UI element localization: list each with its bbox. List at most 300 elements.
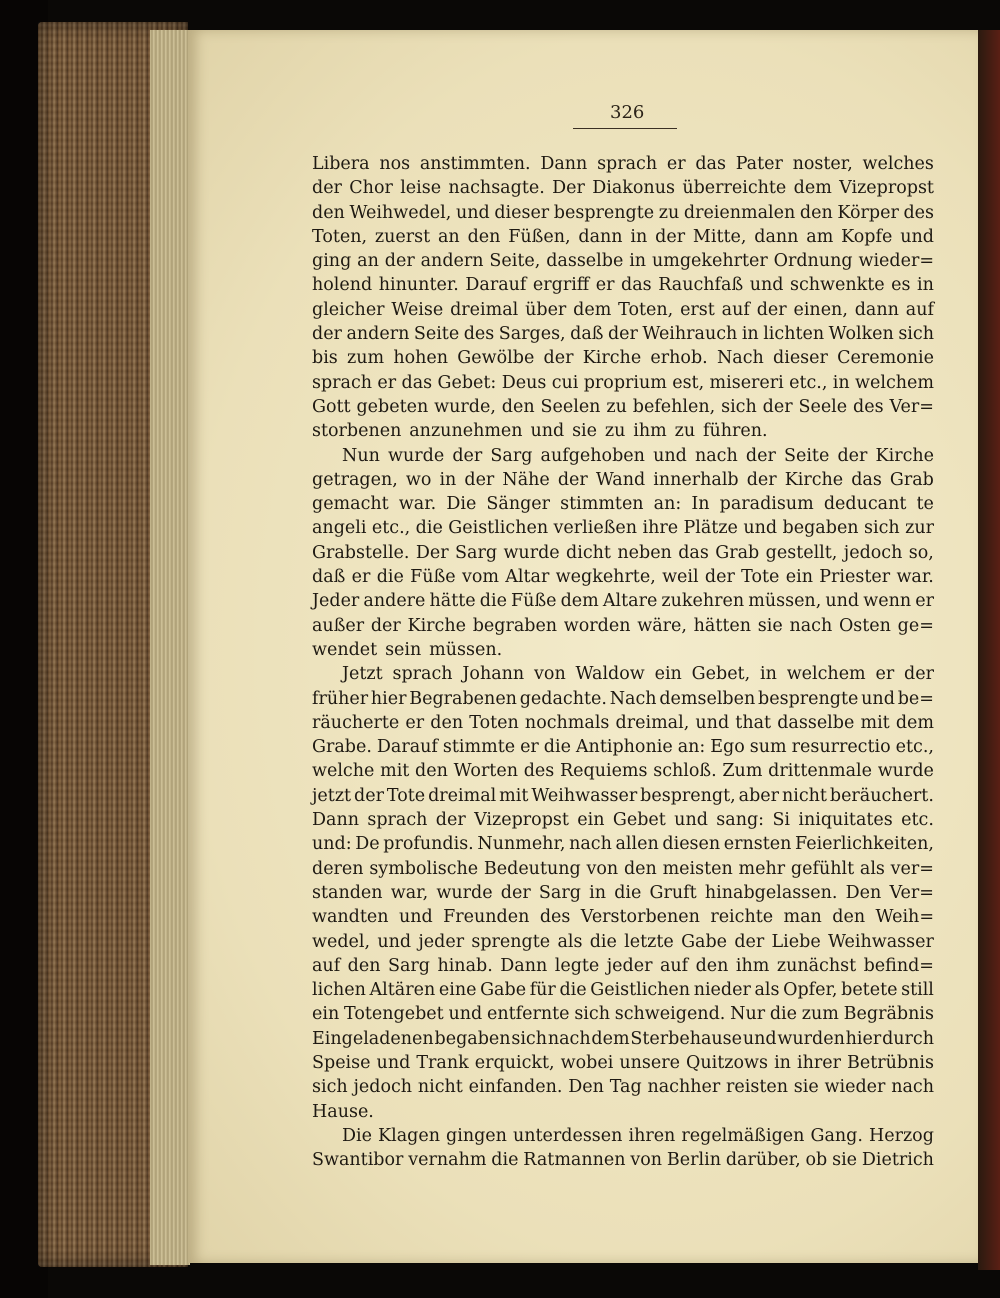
word: ging (312, 251, 352, 272)
word: schwenkte (789, 275, 885, 296)
word: dasselbe (777, 712, 855, 733)
word: die (559, 980, 587, 1001)
word: Gott (312, 396, 351, 417)
word: jetzt (312, 785, 352, 806)
word: sie (793, 1077, 819, 1098)
word: außer (312, 615, 365, 636)
word: mit (499, 785, 529, 806)
word: Ego (710, 737, 745, 758)
text-line (312, 735, 934, 759)
word: Chor (349, 178, 393, 199)
word: überreichte (682, 178, 787, 199)
word: es (891, 275, 911, 296)
text-line (312, 687, 934, 711)
word: zuerst (374, 226, 431, 247)
word: in (630, 226, 648, 247)
word: das (678, 542, 709, 563)
text-line (312, 954, 934, 978)
word: reichte (710, 907, 774, 928)
word: sich (312, 1077, 348, 1098)
word: Liebe (771, 931, 821, 952)
word: nos (379, 154, 411, 174)
word: mit (380, 761, 410, 782)
word: von (586, 858, 619, 879)
word: der (557, 469, 588, 490)
word: und (742, 1028, 777, 1049)
word: wegkehrte, (555, 567, 656, 588)
word: dann (854, 299, 899, 320)
word: dem (573, 299, 612, 320)
word: Wolken (828, 324, 894, 345)
word: Klagen (378, 1125, 440, 1146)
word: deren (312, 858, 364, 879)
word: betete (841, 980, 898, 1001)
word: und (377, 931, 412, 952)
word: wurden (777, 1028, 845, 1049)
word: die (589, 931, 617, 952)
text-line (312, 711, 934, 735)
word: zunächst (776, 955, 857, 976)
word: ernsten (723, 834, 792, 855)
word: den (347, 955, 381, 976)
word: noster, (792, 154, 853, 174)
word: Berlin (666, 1150, 721, 1171)
word: Kopfe (841, 226, 893, 247)
word: Antiphonie (575, 737, 673, 758)
word: drittenmale (768, 761, 872, 782)
word: Vizepropst (474, 810, 569, 831)
word: diesen (662, 834, 721, 855)
text-line (312, 784, 934, 808)
word: Altar (505, 567, 550, 588)
text-line (312, 1075, 934, 1099)
word: müssen. (429, 639, 503, 660)
word: führen. (702, 421, 768, 442)
word: weil (662, 567, 699, 588)
word: der (746, 469, 777, 490)
word: als (754, 980, 780, 1001)
word: war. (896, 567, 934, 588)
word: etc. (901, 810, 934, 831)
word: durch (882, 1028, 934, 1049)
word: meisten (662, 858, 733, 879)
word: befind= (863, 955, 934, 976)
word: resurrectio (791, 737, 891, 758)
word: einen, (793, 299, 848, 320)
word: Der (552, 178, 585, 199)
word: hinab. (437, 955, 493, 976)
word: andere (363, 591, 426, 612)
word: hohen (393, 348, 449, 369)
word: wenn (863, 591, 912, 612)
word: nicht (417, 1077, 463, 1098)
word: aufgehoben (540, 445, 645, 466)
word: ob (805, 1150, 828, 1171)
word: und (455, 202, 490, 223)
word: Si (772, 810, 791, 831)
word: und (530, 421, 565, 442)
text-line (312, 930, 934, 954)
word: zu (606, 396, 627, 417)
word: andern (420, 251, 484, 272)
word: zum (801, 1004, 839, 1025)
word: er (377, 372, 397, 393)
word: in (917, 275, 934, 296)
word: von (534, 664, 566, 685)
word: nach (547, 1028, 591, 1049)
word: De (355, 834, 380, 855)
word: neben (617, 542, 672, 563)
word: er (351, 567, 371, 588)
text-line (312, 322, 934, 346)
word: angeli (312, 518, 367, 539)
word: auf (905, 299, 934, 320)
word: Ver= (889, 396, 934, 417)
word: dem (895, 712, 934, 733)
word: Dann (312, 810, 360, 831)
word: Ceremonie (837, 348, 934, 369)
word: auf (721, 299, 750, 320)
word: Rauchfaß (658, 275, 744, 296)
word: der (543, 348, 574, 369)
word: mit (860, 712, 890, 733)
word: sprach (392, 664, 453, 685)
text-line (312, 444, 934, 468)
word: zu (658, 202, 680, 223)
word: Jeder (312, 591, 360, 612)
word: und (674, 810, 708, 831)
word: gebeten (356, 396, 429, 417)
word: Tag (609, 1077, 642, 1098)
word: der (904, 664, 934, 685)
word: wieder (824, 1077, 886, 1098)
word: Gabe (681, 931, 728, 952)
word: dreimal (450, 299, 519, 320)
text-line (312, 1100, 934, 1124)
word: anstimmten. (419, 154, 531, 174)
text-line (312, 249, 934, 273)
word: sich (864, 518, 900, 539)
word: hinabgelassen. (704, 882, 838, 903)
word: dreimal, (615, 712, 690, 733)
word: Darauf (465, 275, 527, 296)
word: zu (604, 421, 626, 442)
word: sich (721, 396, 757, 417)
word: in (439, 469, 457, 490)
text-line (312, 152, 934, 176)
word: war, (390, 882, 429, 903)
word: Altare (602, 591, 658, 612)
word: Die (342, 1125, 372, 1146)
word: den (430, 712, 464, 733)
word: Tote (741, 567, 780, 588)
word: das (621, 275, 652, 296)
word: Quitzows (686, 1052, 769, 1073)
word: Bedeutung (483, 858, 581, 879)
word: Libera (312, 154, 370, 174)
word: ihrer (797, 1052, 841, 1073)
word: wieder= (858, 251, 934, 272)
header-rule (573, 128, 677, 129)
word: daß (570, 324, 604, 345)
word: Ordnung (773, 251, 853, 272)
word: nieder (693, 980, 751, 1001)
word: Weihwasser (827, 931, 934, 952)
word: das (401, 372, 433, 393)
word: dieser (494, 202, 550, 223)
text-line (312, 638, 934, 662)
word: Osten (838, 615, 891, 636)
word: und (695, 712, 730, 733)
word: gefühlt (790, 858, 855, 879)
word: that (735, 712, 772, 733)
word: verließen (553, 518, 638, 539)
word: der (655, 226, 686, 247)
word: unsere (619, 1052, 680, 1073)
word: Füße (511, 591, 557, 612)
word: Betrübnis (847, 1052, 934, 1073)
word: Den (845, 882, 882, 903)
word: bis (312, 348, 338, 369)
page-number: 326 (610, 102, 645, 123)
word: wobei (560, 1052, 614, 1073)
word: dicht (566, 542, 611, 563)
text-line (312, 395, 934, 419)
word: das (851, 469, 882, 490)
text-line (312, 614, 934, 638)
word: sein (385, 639, 422, 660)
word: erst (680, 299, 715, 320)
word: sprach (312, 372, 373, 393)
word: des (853, 396, 884, 417)
text-line (312, 857, 934, 881)
word: mehr (738, 858, 786, 879)
text-line (312, 1027, 934, 1051)
word: Totengebet (344, 1004, 444, 1025)
word: für (529, 980, 556, 1001)
word: erhob. (650, 348, 708, 369)
text-line (312, 905, 934, 929)
word: befehlen, (632, 396, 716, 417)
word: war. (398, 494, 437, 515)
word: an: (677, 737, 706, 758)
word: Sänger (486, 494, 551, 515)
word: der (762, 396, 793, 417)
word: der (452, 445, 483, 466)
word: Weihwedel, (349, 202, 452, 223)
word: Seelen (540, 396, 601, 417)
word: Nach (609, 688, 657, 709)
word: Seele (798, 396, 848, 417)
word: den (623, 858, 657, 879)
word: Tote (386, 785, 426, 806)
word: dreienmalen (683, 202, 796, 223)
word: Grabstelle. (312, 542, 410, 563)
word: Der (415, 542, 449, 563)
word: Nach (716, 348, 764, 369)
word: vernahm (408, 1150, 487, 1171)
word: in (759, 664, 777, 685)
text-line (312, 419, 934, 443)
word: jedoch (353, 1077, 413, 1098)
word: etc., (371, 518, 411, 539)
text-line (312, 759, 934, 783)
word: dann (578, 226, 623, 247)
word: am (806, 226, 834, 247)
word: welches (862, 154, 934, 174)
text-line (312, 662, 934, 686)
word: des (539, 907, 571, 928)
word: hätten (693, 615, 752, 636)
text-line (312, 346, 934, 370)
word: gingen (446, 1125, 507, 1146)
text-line (312, 1002, 934, 1026)
word: ver= (890, 858, 934, 879)
text-line (312, 225, 934, 249)
word: sich (511, 1028, 548, 1049)
word: der (312, 178, 342, 199)
text-line (312, 273, 934, 297)
word: Nunmehr, (477, 834, 566, 855)
word: jeder (606, 955, 653, 976)
text-line (312, 1051, 934, 1075)
word: reisten (726, 1077, 788, 1098)
word: dasselbe (546, 251, 624, 272)
word: sum (749, 737, 787, 758)
word: die (415, 518, 443, 539)
word: hier (370, 688, 407, 709)
word: und (900, 226, 934, 247)
word: Kirche (582, 348, 642, 369)
word: andern (346, 324, 410, 345)
word: der (607, 324, 638, 345)
word: Grab (715, 542, 760, 563)
word: wurde (503, 542, 560, 563)
word: beräuchert. (829, 785, 934, 806)
word: lichten (763, 324, 825, 345)
word: nochmals (524, 712, 610, 733)
word: Deus (501, 372, 547, 393)
text-line (312, 371, 934, 395)
word: gemacht (312, 494, 389, 515)
word: an: (653, 494, 682, 515)
word: in (741, 324, 759, 345)
word: Wand (595, 469, 646, 490)
word: holend (312, 275, 373, 296)
word: Toten, (618, 299, 674, 320)
word: welchem (786, 664, 866, 685)
word: den (832, 907, 866, 928)
word: und (743, 518, 778, 539)
word: ihm (633, 421, 667, 442)
word: müssen, (748, 591, 822, 612)
word: hätte (429, 591, 476, 612)
word: etc., (789, 372, 828, 393)
word: Requiems (559, 761, 648, 782)
word: Sarg (538, 882, 581, 903)
text-line (312, 832, 934, 856)
word: Körper (837, 202, 899, 223)
word: so, (908, 542, 934, 563)
word: den (501, 396, 535, 417)
word: besprengte (553, 202, 655, 223)
word: demselben (659, 688, 756, 709)
word: hinunter. (378, 275, 459, 296)
word: eine (438, 980, 477, 1001)
word: begaben (782, 518, 859, 539)
word: Weih= (875, 907, 934, 928)
word: Weihrauch (642, 324, 738, 345)
word: sang: (716, 810, 765, 831)
word: Den (568, 1077, 604, 1098)
word: nach (891, 1077, 934, 1098)
word: leise (400, 178, 442, 199)
word: der (370, 615, 401, 636)
word: ihm (735, 955, 770, 976)
word: Begrabenen (409, 688, 517, 709)
word: und (398, 907, 433, 928)
word: nicht (781, 785, 827, 806)
word: der (354, 785, 384, 806)
word: wäre, (637, 615, 687, 636)
word: als (859, 858, 885, 879)
word: Speise (312, 1052, 371, 1073)
word: stimmten (560, 494, 644, 515)
word: auf (312, 955, 341, 976)
word: Die (446, 494, 477, 515)
word: Weihwasser (531, 785, 638, 806)
word: nachsagte. (448, 178, 545, 199)
word: sie (572, 421, 598, 442)
word: jedoch (843, 542, 903, 563)
word: das (695, 154, 726, 174)
word: den (695, 955, 729, 976)
word: auf (659, 955, 689, 976)
word: Swantibor (312, 1150, 404, 1171)
word: Ver= (889, 882, 934, 903)
word: sprach (597, 154, 658, 174)
word: Jetzt (342, 664, 383, 685)
word: Trank (416, 1052, 469, 1073)
text-line (312, 201, 934, 225)
word: schloß. (653, 761, 717, 782)
word: Kirche (407, 615, 466, 636)
word: lichen (312, 980, 366, 1001)
word: deducant (823, 494, 907, 515)
word: ein (785, 567, 813, 588)
word: dem (591, 1028, 630, 1049)
word: gedachte. (519, 688, 607, 709)
word: te (916, 494, 934, 515)
word: cui (551, 372, 579, 393)
word: sich (574, 1004, 610, 1025)
word: die (543, 737, 571, 758)
word: Kirche (875, 445, 934, 466)
word: dann (754, 226, 799, 247)
word: sprengte (471, 931, 551, 952)
word: ein (654, 664, 682, 685)
word: Weise (391, 299, 444, 320)
word: früher (312, 688, 369, 709)
word: iniquitates (798, 810, 893, 831)
word: Opfer, (783, 980, 838, 1001)
word: ihren (628, 1125, 676, 1146)
word: Dietrich (861, 1150, 934, 1171)
word: profundis. (383, 834, 474, 855)
word: Gang. (810, 1125, 863, 1146)
word: daß (312, 567, 346, 588)
word: Pater (735, 154, 783, 174)
